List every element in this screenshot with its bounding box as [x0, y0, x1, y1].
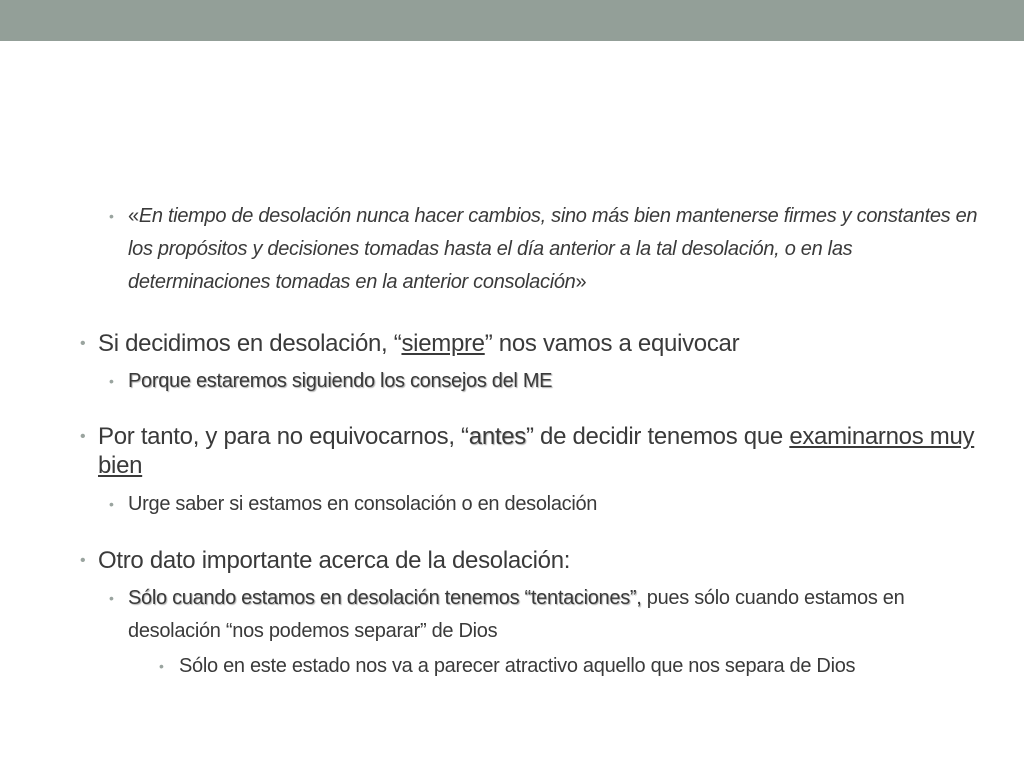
item-text: Porque estaremos siguiendo los consejos del ME — [128, 370, 553, 392]
item-text: ” de decidir tenemos que — [525, 423, 790, 450]
list-item — [80, 422, 978, 480]
bullet-marker: • — [109, 590, 114, 606]
bullet-marker: • — [80, 335, 86, 352]
bullet-marker: • — [80, 428, 86, 445]
emphasis-word: antes — [468, 423, 526, 450]
list-item — [109, 582, 958, 648]
item-text: Sólo en este estado nos va a parecer atractivo aquello que nos separa de Dios — [179, 655, 856, 677]
quote-bullet — [109, 200, 988, 299]
emphasis-phrase: Sólo cuando estamos en desolación tenemos “tentaciones”, — [128, 587, 642, 609]
item-text: Por tanto, y para no equivocarnos, “ — [98, 423, 469, 450]
close-quote: » — [575, 271, 587, 293]
list-item — [80, 546, 978, 575]
bullet-marker: • — [80, 552, 86, 569]
list-item — [109, 365, 988, 398]
list-item — [159, 650, 969, 683]
bullet-marker: • — [109, 496, 114, 512]
item-text: Otro dato importante acerca de la desolación: — [98, 547, 571, 574]
underlined-phrase: examinarnos muy bien — [98, 423, 975, 479]
list-item — [109, 488, 988, 521]
item-text: Si decidimos en desolación, “ — [98, 330, 402, 357]
item-text: ” nos vamos a equivocar — [484, 330, 740, 357]
quote-text: En tiempo de desolación nunca hacer cambios, sino más bien mantenerse firmes y constantes en los propósitos y decisiones tomadas hasta el día anterior a la tal desolación, o en las determinaciones tomadas en la anterior consolación — [128, 205, 978, 293]
list-item — [80, 329, 978, 358]
bullet-marker: • — [109, 208, 114, 224]
bullet-marker: • — [159, 658, 164, 674]
emphasis-word: siempre — [401, 330, 485, 357]
item-text: pues sólo cuando estamos en desolación “nos podemos separar” de Dios — [128, 587, 905, 642]
open-quote: « — [128, 205, 139, 227]
item-text: Urge saber si estamos en consolación o en desolación — [128, 493, 598, 515]
bullet-marker: • — [109, 373, 114, 389]
